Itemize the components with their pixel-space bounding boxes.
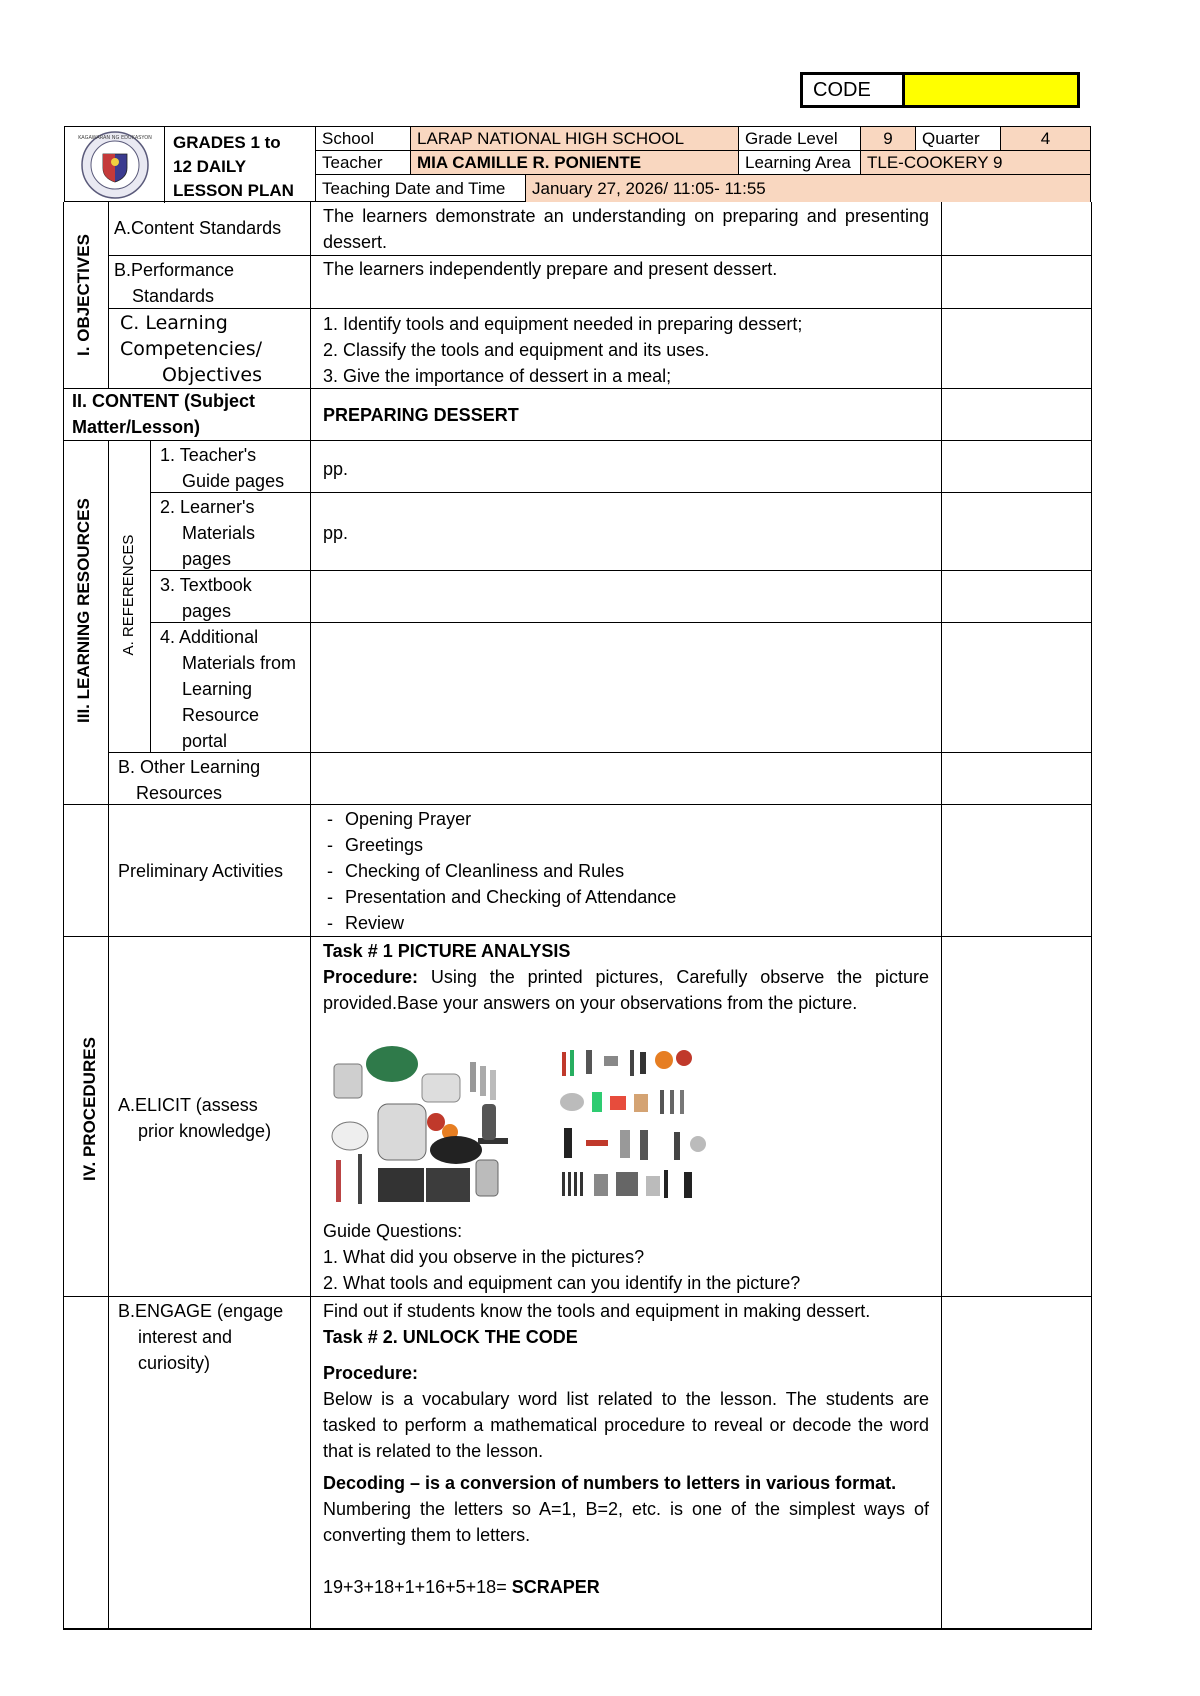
- table-border: [941, 202, 942, 1630]
- label-line: pages: [182, 601, 232, 621]
- list-item: 2. What tools and equipment can you identify in the picture?: [323, 1273, 801, 1293]
- content-standards-label: A.Content Standards: [114, 218, 282, 238]
- reference-learners-materials-label: [160, 494, 310, 572]
- lesson-plan-header: [64, 126, 1091, 202]
- list-item: 1. What did you observe in the pictures?: [323, 1247, 645, 1267]
- label-line: 1. Teacher's: [160, 445, 257, 465]
- label-line: Resource: [182, 705, 260, 725]
- task1-procedure: [323, 964, 929, 1016]
- label-line: curiosity): [138, 1353, 211, 1373]
- references-label: A. REFERENCES: [120, 534, 137, 656]
- engage-content: [323, 1298, 929, 1600]
- title-line: 12 DAILY: [173, 157, 247, 176]
- label-line: C. Learning: [120, 312, 228, 334]
- guide-questions: [323, 1218, 929, 1296]
- label-line: B.Performance: [114, 260, 235, 280]
- table-border: [63, 202, 64, 1630]
- quarter-label: Quarter: [915, 127, 1000, 151]
- equation-text: 19+3+18+1+16+5+18=: [323, 1577, 512, 1597]
- guide-title: Guide Questions:: [323, 1221, 463, 1241]
- row-border: [63, 440, 1091, 441]
- content-standards-text: The learners demonstrate an understanding on preparing and presenting dessert.: [323, 206, 929, 252]
- label-line: A.ELICIT (assess: [118, 1095, 258, 1115]
- list-item: 2. Classify the tools and equipment and its uses.: [323, 340, 710, 360]
- label-line: Competencies/: [120, 338, 263, 360]
- engage-label: [118, 1298, 308, 1376]
- grade-level-label: Grade Level: [738, 127, 860, 151]
- row-border: [63, 1296, 1091, 1297]
- code-field[interactable]: [905, 75, 1077, 105]
- procedure-text: Below is a vocabulary word list related to the lesson. The students are tasked to perform a mathematical procedure to reveal or decode the word that is related to the lesson.: [323, 1389, 929, 1461]
- label-line: Objectives: [162, 364, 262, 386]
- table-border: [108, 440, 109, 1630]
- table-border: [310, 202, 311, 1630]
- label-line: II. CONTENT (Subject: [72, 391, 256, 411]
- task2-title: Task # 2. UNLOCK THE CODE: [323, 1327, 578, 1347]
- equation-answer: SCRAPER: [511, 1577, 600, 1597]
- other-learning-resources-label: [118, 754, 308, 806]
- engage-intro: Find out if students know the tools and equipment in making dessert.: [323, 1301, 871, 1321]
- reference-textbook-label: [160, 572, 310, 624]
- label-line: 3. Textbook: [160, 575, 252, 595]
- procedures-section-label: IV. PROCEDURES: [80, 1037, 99, 1181]
- quarter-value: 4: [1000, 127, 1090, 151]
- performance-standards-label: [114, 257, 304, 309]
- kitchen-tools-picture-left: [330, 1044, 750, 1212]
- row-border: [63, 1628, 1091, 1630]
- learning-area-label: Learning Area: [738, 151, 860, 175]
- label-line: Resources: [136, 783, 223, 803]
- title-line: LESSON PLAN: [173, 181, 294, 200]
- label-line: Matter/Lesson): [72, 417, 201, 437]
- elicit-content: [323, 938, 929, 1016]
- procedure-label: Procedure:: [323, 967, 419, 987]
- decode-equation: [323, 1574, 929, 1600]
- grade-level-value: 9: [860, 127, 915, 151]
- reference-teachers-guide-value: pp.: [323, 459, 349, 479]
- svg-text:KAGAWARAN NG EDUKASYON: KAGAWARAN NG EDUKASYON: [77, 135, 152, 141]
- performance-standards-text: The learners independently prepare and present dessert.: [323, 259, 778, 279]
- table-border: [1091, 202, 1092, 1630]
- school-value: LARAP NATIONAL HIGH SCHOOL: [410, 127, 738, 151]
- list-item: 3. Give the importance of dessert in a meal;: [323, 366, 672, 386]
- objectives-section-label: I. OBJECTIVES: [74, 234, 93, 356]
- list-item: - Review: [323, 910, 929, 936]
- label-line: Materials: [182, 523, 256, 543]
- datetime-value: January 27, 2026/ 11:05- 11:55: [525, 175, 1090, 202]
- list-item: - Presentation and Checking of Attendance: [323, 884, 929, 910]
- label-line: Standards: [132, 286, 215, 306]
- content-value: PREPARING DESSERT: [323, 405, 519, 425]
- label-line: B. Other Learning: [118, 757, 261, 777]
- preliminary-activities-label: Preliminary Activities: [118, 861, 284, 881]
- table-border: [150, 440, 151, 752]
- school-label: School: [315, 127, 410, 151]
- datetime-label: Teaching Date and Time: [315, 175, 525, 202]
- procedure-label: Procedure:: [323, 1363, 419, 1383]
- elicit-label: [118, 1092, 308, 1144]
- label-line: 4. Additional: [160, 627, 259, 647]
- code-box: [800, 72, 1080, 108]
- title-line: GRADES 1 to: [173, 133, 281, 152]
- label-line: Learning: [182, 679, 253, 699]
- decoding-definition: Decoding – is a conversion of numbers to letters in various format.: [323, 1473, 897, 1493]
- teacher-value: MIA CAMILLE R. PONIENTE: [410, 151, 738, 175]
- procedure-text: Using the printed pictures, Carefully observe the picture provided.Base your answers on your observations from the picture.: [323, 967, 929, 1013]
- label-line: portal: [182, 731, 228, 751]
- learning-area-value: TLE-COOKERY 9: [860, 151, 1090, 175]
- reference-learners-materials-value: pp.: [323, 523, 349, 543]
- deped-seal-logo: [65, 127, 165, 203]
- competencies-label: [114, 310, 310, 388]
- task1-title: Task # 1 PICTURE ANALYSIS: [323, 941, 571, 961]
- reference-additional-materials-label: [160, 624, 310, 754]
- competencies-list: [323, 311, 929, 389]
- row-border: [63, 936, 1091, 937]
- label-line: 2. Learner's: [160, 497, 255, 517]
- label-line: B.ENGAGE (engage: [118, 1301, 284, 1321]
- resources-section-label: III. LEARNING RESOURCES: [74, 498, 93, 723]
- decoding-text: Numbering the letters so A=1, B=2, etc. is one of the simplest ways of converting them to letters.: [323, 1499, 929, 1545]
- label-line: pages: [182, 549, 232, 569]
- list-item: - Opening Prayer: [323, 806, 929, 832]
- reference-teachers-guide-label: [160, 442, 310, 494]
- content-label: [72, 388, 308, 440]
- label-line: prior knowledge): [138, 1121, 272, 1141]
- teacher-label: Teacher: [315, 151, 410, 175]
- list-item: - Greetings: [323, 832, 929, 858]
- label-line: interest and: [138, 1327, 233, 1347]
- label-line: Guide pages: [182, 471, 285, 491]
- list-item: 1. Identify tools and equipment needed in preparing dessert;: [323, 314, 803, 334]
- code-label: CODE: [803, 75, 905, 105]
- preliminary-activities-list: [323, 806, 929, 936]
- label-line: Materials from: [182, 653, 297, 673]
- table-border: [108, 202, 109, 388]
- list-item: - Checking of Cleanliness and Rules: [323, 858, 929, 884]
